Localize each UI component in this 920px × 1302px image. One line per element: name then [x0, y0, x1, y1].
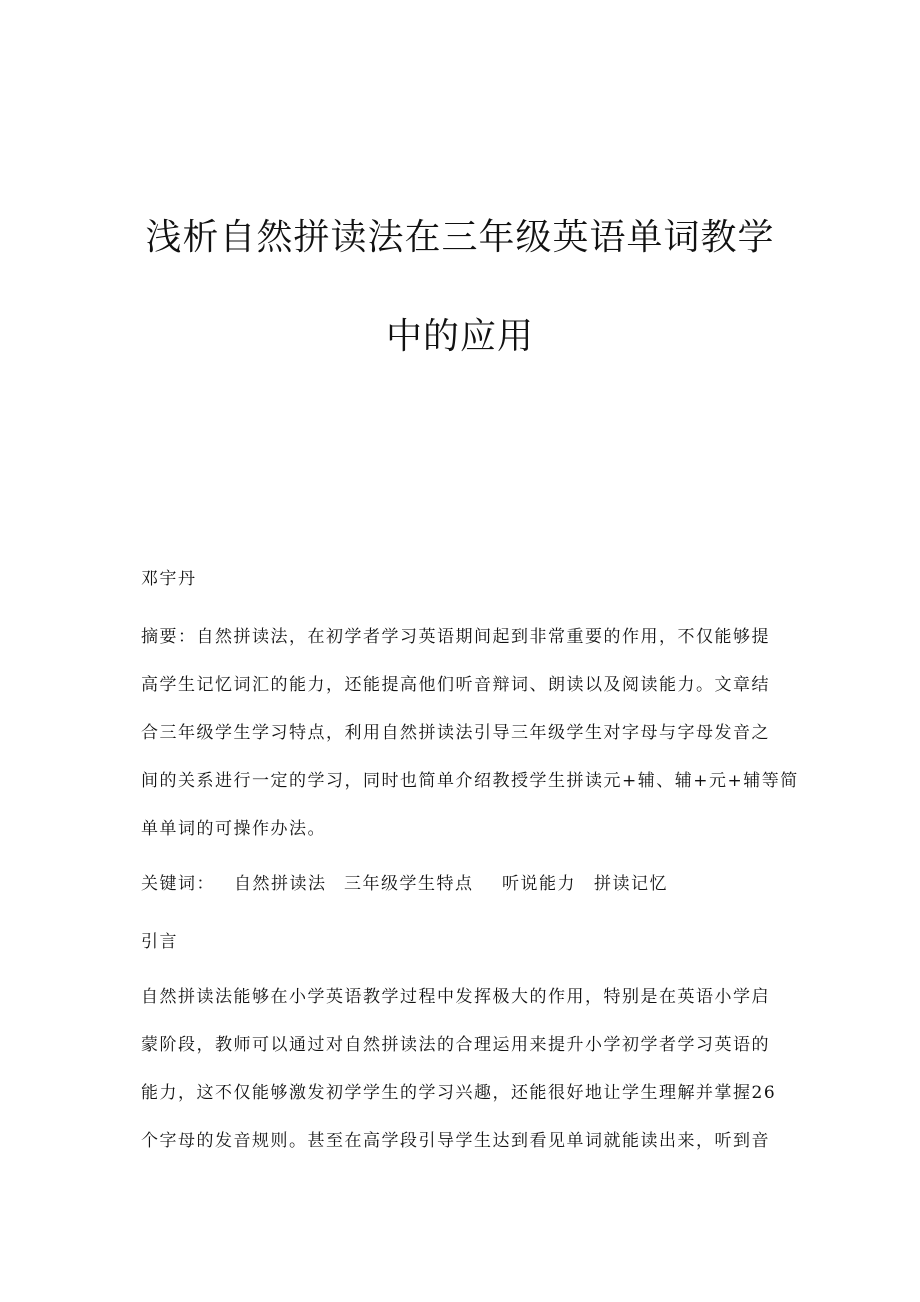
author-name: 邓宇丹 [141, 569, 197, 589]
keyword-item: 听说能力 [502, 874, 576, 894]
intro-line: 自然拼读法能够在小学英语教学过程中发挥极大的作用，特别是在英语小学启 [141, 987, 770, 1007]
keyword-item: 自然拼读法 [234, 874, 327, 894]
document-title-line-1: 浅析自然拼读法在三年级英语单词教学 [145, 217, 775, 258]
keywords-row [141, 871, 781, 897]
abstract-line: 合三年级学生学习特点，利用自然拼读法引导三年级学生对字母与字母发音之 [141, 723, 770, 743]
intro-line: 蒙阶段，教师可以通过对自然拼读法的合理运用来提升小学初学者学习英语的 [141, 1035, 770, 1055]
intro-line: 能力，这不仅能够激发初学学生的学习兴趣，还能很好地让学生理解并掌握26 [141, 1083, 777, 1103]
abstract-line: 单单词的可操作办法。 [141, 819, 326, 839]
abstract-line: 间的关系进行一定的学习，同时也简单介绍教授学生拼读元+辅、辅+元+辅等简 [141, 771, 799, 791]
keyword-item: 拼读记忆 [594, 874, 668, 894]
abstract-line: 高学生记忆词汇的能力，还能提高他们听音辩词、朗读以及阅读能力。文章结 [141, 675, 770, 695]
document-title-line-2: 中的应用 [385, 316, 534, 357]
keyword-item: 三年级学生特点 [344, 874, 474, 894]
abstract-line: 摘要：自然拼读法，在初学者学习英语期间起到非常重要的作用，不仅能够提 [141, 627, 770, 647]
keywords-label: 关键词： [141, 874, 215, 894]
intro-line: 个字母的发音规则。甚至在高学段引导学生达到看见单词就能读出来，听到音 [141, 1131, 770, 1151]
section-heading-intro: 引言 [141, 932, 178, 952]
